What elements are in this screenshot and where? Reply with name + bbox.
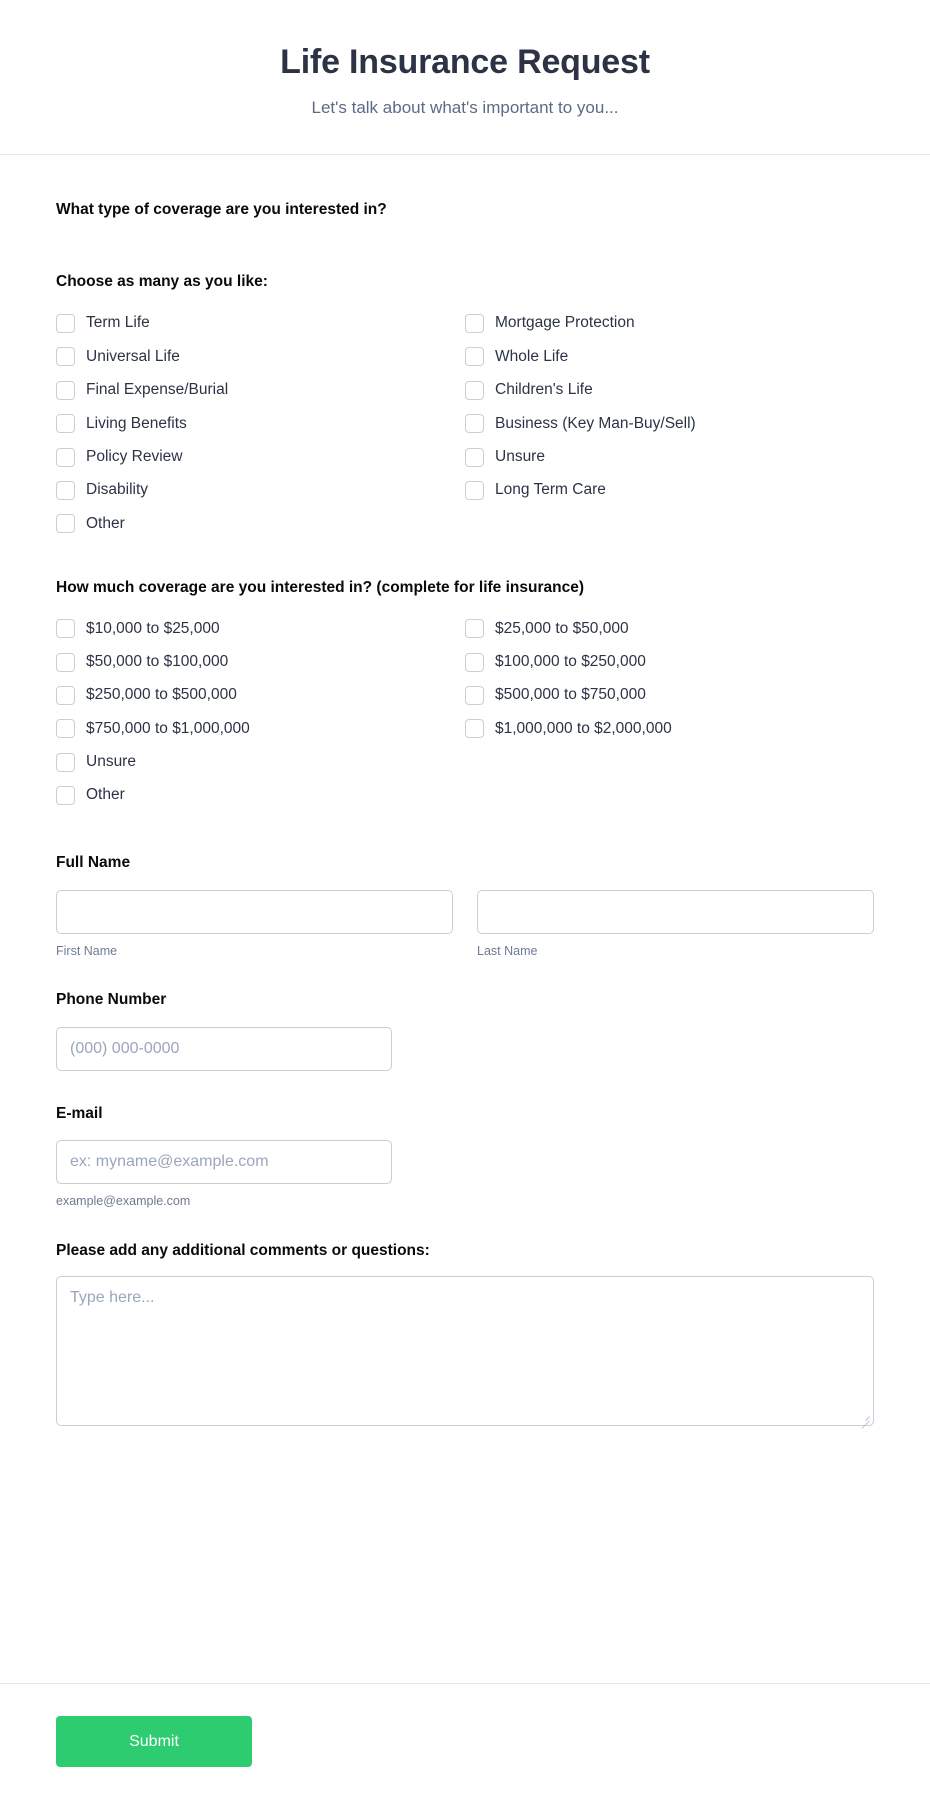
checkbox-icon[interactable] xyxy=(56,719,75,738)
checkbox-icon[interactable] xyxy=(465,686,484,705)
coverage-type-question: What type of coverage are you interested in? xyxy=(56,201,387,219)
checkbox-label: $500,000 to $750,000 xyxy=(495,686,646,704)
last-name-column xyxy=(477,890,874,959)
checkbox-label: Policy Review xyxy=(86,447,183,465)
coverage-type-field xyxy=(0,199,930,221)
checkbox-icon[interactable] xyxy=(465,381,484,400)
checkbox-icon[interactable] xyxy=(56,381,75,400)
checkbox-disability[interactable] xyxy=(56,474,465,507)
checkbox-icon[interactable] xyxy=(56,686,75,705)
coverage-amount-question: How much coverage are you interested in? (complete for life insurance) xyxy=(56,578,584,596)
checkbox-icon[interactable] xyxy=(465,619,484,638)
form-body xyxy=(0,155,930,1649)
checkbox-universal-life[interactable] xyxy=(56,340,465,373)
checkbox-amount-250k-500k[interactable] xyxy=(56,679,465,712)
submit-button[interactable]: Submit xyxy=(56,1716,252,1767)
checkbox-business-key-man[interactable] xyxy=(465,407,874,440)
checkbox-label: Other xyxy=(86,514,125,532)
last-name-sublabel: Last Name xyxy=(477,943,538,958)
checkbox-amount-1m-2m[interactable] xyxy=(465,712,874,745)
checkbox-label: Mortgage Protection xyxy=(495,314,635,332)
checkbox-icon[interactable] xyxy=(465,481,484,500)
checkbox-label: $250,000 to $500,000 xyxy=(86,686,237,704)
first-name-column xyxy=(56,890,453,959)
email-sublabel: example@example.com xyxy=(56,1194,191,1209)
form-header xyxy=(0,0,930,155)
full-name-label: Full Name xyxy=(56,853,131,871)
checkbox-label: $1,000,000 to $2,000,000 xyxy=(495,719,672,737)
checkbox-amount-750k-1m[interactable] xyxy=(56,712,465,745)
grid-spacer xyxy=(465,779,874,812)
checkbox-mortgage-protection[interactable] xyxy=(465,307,874,340)
checkbox-amount-25k-50k[interactable] xyxy=(465,612,874,645)
checkbox-icon[interactable] xyxy=(56,619,75,638)
coverage-type-checkbox-grid xyxy=(56,307,874,541)
checkbox-icon[interactable] xyxy=(465,448,484,467)
checkbox-unsure-coverage-type[interactable] xyxy=(465,440,874,473)
checkbox-other-coverage-type[interactable] xyxy=(56,507,465,540)
checkbox-label: Unsure xyxy=(495,447,545,465)
checkbox-amount-other[interactable] xyxy=(56,779,465,812)
checkbox-icon[interactable] xyxy=(56,414,75,433)
checkbox-policy-review[interactable] xyxy=(56,440,465,473)
email-input-wrap xyxy=(56,1140,392,1209)
last-name-input[interactable] xyxy=(477,890,874,934)
checkbox-icon[interactable] xyxy=(465,347,484,366)
checkbox-icon[interactable] xyxy=(465,653,484,672)
coverage-type-instruction: Choose as many as you like: xyxy=(56,273,268,291)
first-name-input[interactable] xyxy=(56,890,453,934)
checkbox-label: $750,000 to $1,000,000 xyxy=(86,719,250,737)
phone-field xyxy=(0,989,930,1071)
phone-input-wrap xyxy=(56,1027,392,1071)
form-footer xyxy=(0,1683,930,1813)
checkbox-label: Business (Key Man-Buy/Sell) xyxy=(495,414,696,432)
checkbox-icon[interactable] xyxy=(56,448,75,467)
checkbox-whole-life[interactable] xyxy=(465,340,874,373)
checkbox-label: Other xyxy=(86,786,125,804)
full-name-row xyxy=(56,890,874,959)
checkbox-icon[interactable] xyxy=(465,719,484,738)
checkbox-final-expense-burial[interactable] xyxy=(56,374,465,407)
checkbox-icon[interactable] xyxy=(465,414,484,433)
email-field xyxy=(0,1103,930,1210)
email-label: E-mail xyxy=(56,1104,103,1122)
checkbox-label: Long Term Care xyxy=(495,481,606,499)
checkbox-label: Universal Life xyxy=(86,347,180,365)
coverage-type-choices xyxy=(0,271,930,540)
coverage-amount-checkbox-grid xyxy=(56,612,874,812)
checkbox-icon[interactable] xyxy=(56,514,75,533)
checkbox-label: $25,000 to $50,000 xyxy=(495,619,629,637)
phone-label: Phone Number xyxy=(56,990,167,1008)
email-input[interactable]: ex: myname@example.com xyxy=(56,1140,392,1184)
checkbox-long-term-care[interactable] xyxy=(465,474,874,507)
checkbox-childrens-life[interactable] xyxy=(465,374,874,407)
resize-handle-icon[interactable] xyxy=(859,1411,870,1422)
checkbox-icon[interactable] xyxy=(465,314,484,333)
checkbox-term-life[interactable] xyxy=(56,307,465,340)
checkbox-living-benefits[interactable] xyxy=(56,407,465,440)
checkbox-label: $10,000 to $25,000 xyxy=(86,619,220,637)
checkbox-amount-10k-25k[interactable] xyxy=(56,612,465,645)
first-name-sublabel: First Name xyxy=(56,943,118,958)
checkbox-icon[interactable] xyxy=(56,753,75,772)
checkbox-label: Disability xyxy=(86,481,149,499)
coverage-amount-field xyxy=(0,577,930,812)
checkbox-icon[interactable] xyxy=(56,481,75,500)
checkbox-amount-100k-250k[interactable] xyxy=(465,646,874,679)
checkbox-amount-500k-750k[interactable] xyxy=(465,679,874,712)
checkbox-label: Unsure xyxy=(86,752,136,770)
grid-spacer xyxy=(465,745,874,778)
checkbox-label: $100,000 to $250,000 xyxy=(495,653,646,671)
comments-field xyxy=(0,1240,930,1427)
checkbox-icon[interactable] xyxy=(56,314,75,333)
checkbox-icon[interactable] xyxy=(56,347,75,366)
checkbox-amount-50k-100k[interactable] xyxy=(56,646,465,679)
checkbox-label: Term Life xyxy=(86,314,150,332)
checkbox-amount-unsure[interactable] xyxy=(56,745,465,778)
comments-textarea[interactable]: Type here... xyxy=(56,1276,874,1426)
page-subtitle: Let's talk about what's important to you... xyxy=(311,98,619,118)
checkbox-icon[interactable] xyxy=(56,653,75,672)
checkbox-icon[interactable] xyxy=(56,786,75,805)
phone-input[interactable]: (000) 000-0000 xyxy=(56,1027,392,1071)
checkbox-label: Living Benefits xyxy=(86,414,187,432)
checkbox-label: Final Expense/Burial xyxy=(86,381,229,399)
checkbox-label: Children's Life xyxy=(495,381,593,399)
comments-label: Please add any additional comments or questions: xyxy=(56,1241,430,1259)
page-title: Life Insurance Request xyxy=(280,43,650,81)
checkbox-label: Whole Life xyxy=(495,347,569,365)
checkbox-label: $50,000 to $100,000 xyxy=(86,653,229,671)
full-name-field xyxy=(0,852,930,959)
